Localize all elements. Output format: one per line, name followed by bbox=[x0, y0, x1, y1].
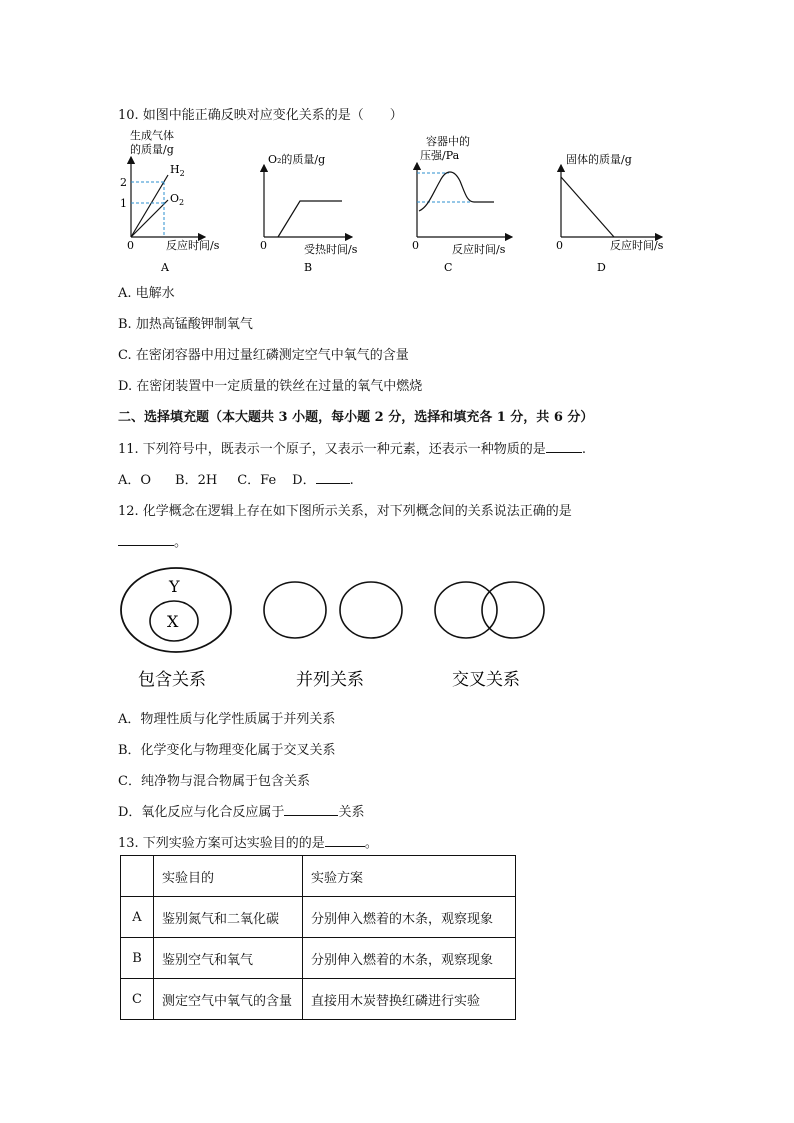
row-purpose: 鉴别氮气和二氧化碳 bbox=[154, 897, 303, 938]
graph-b-origin: 0 bbox=[260, 239, 267, 252]
header-cell-plan: 实验方案 bbox=[303, 856, 516, 897]
table-header-row bbox=[121, 856, 516, 897]
graph-c-ylabel-line2: 压强/Pa bbox=[420, 149, 460, 162]
q13-stem bbox=[118, 832, 378, 851]
parallel-circle-right bbox=[340, 582, 402, 638]
graph-d-origin: 0 bbox=[556, 239, 563, 252]
graph-a-h2-label: $H_2$ bbox=[170, 163, 185, 178]
q11-stem-text: 11. 下列符号中，既表示一个原子，又表示一种元素，还表示一种物质的是 bbox=[118, 442, 546, 457]
graph-c-caption: C bbox=[444, 261, 453, 274]
q11-options bbox=[118, 469, 354, 488]
q11-option-d-end: . bbox=[349, 473, 354, 488]
graph-c-curve bbox=[419, 172, 494, 211]
row-plan: 分别伸入燃着的木条，观察现象 bbox=[303, 897, 516, 938]
graph-c-ylabel-line1: 容器中的 bbox=[426, 135, 470, 148]
q10-option-b: B. 加热高锰酸钾制氧气 bbox=[118, 317, 253, 332]
graph-d-caption: D bbox=[597, 261, 606, 274]
graph-b-xlabel: 受热时间/s bbox=[304, 243, 358, 256]
q11-option-c: C．Fe bbox=[237, 473, 277, 488]
q12-stem-line2 bbox=[118, 531, 187, 550]
section-2-heading: 二、选择填充题（本大题共 3 小题，每小题 2 分，选择和填充各 1 分，共 6 分） bbox=[118, 410, 594, 425]
q10-option-c: C. 在密闭容器中用过量红磷测定空气中氧气的含量 bbox=[118, 348, 409, 363]
q13-stem-text: 13. 下列实验方案可达实验目的的是 bbox=[118, 836, 325, 851]
q12-option-d-blank[interactable] bbox=[284, 803, 338, 816]
q12-answer-blank[interactable] bbox=[118, 533, 174, 546]
row-index: A bbox=[121, 897, 154, 938]
header-cell-purpose: 实验目的 bbox=[154, 856, 303, 897]
q12-stem: 12. 化学概念在逻辑上存在如下图所示关系，对下列概念间的关系说法正确的是 bbox=[118, 504, 572, 519]
q11-option-d: D． bbox=[292, 473, 316, 488]
graph-d-ylabel: 固体的质量/g bbox=[566, 153, 632, 166]
q12-stem-end: 。 bbox=[174, 535, 188, 550]
q11-stem bbox=[118, 438, 586, 457]
q12-option-b: B．化学变化与物理变化属于交叉关系 bbox=[118, 743, 336, 758]
contain-label-y: Y bbox=[169, 577, 180, 596]
q11-option-d-blank[interactable] bbox=[316, 471, 350, 484]
q10-option-d: D. 在密闭装置中一定质量的铁丝在过量的氧气中燃烧 bbox=[118, 379, 423, 394]
table-row bbox=[121, 938, 516, 979]
q12-option-d bbox=[118, 801, 364, 820]
graph-a-ylabel-line2: 的质量/g bbox=[130, 143, 174, 156]
cross-circle-left bbox=[435, 582, 497, 638]
caption-contain: 包含关系 bbox=[138, 670, 206, 690]
q11-option-b: B．2H bbox=[175, 473, 218, 488]
graph-b-ylabel: O₂的质量/g bbox=[268, 153, 326, 166]
table-row bbox=[121, 979, 516, 1020]
graph-c-origin: 0 bbox=[412, 239, 419, 252]
q10-stem: 10. 如图中能正确反映对应变化关系的是（ ） bbox=[118, 108, 403, 123]
row-plan: 直接用木炭替换红磷进行实验 bbox=[303, 979, 516, 1020]
graph-a-xlabel: 反应时间/s bbox=[166, 239, 220, 252]
graph-a-caption: A bbox=[161, 261, 169, 274]
row-purpose: 测定空气中氧气的含量 bbox=[154, 979, 303, 1020]
row-purpose: 鉴别空气和氧气 bbox=[154, 938, 303, 979]
q10-option-a: A. 电解水 bbox=[118, 286, 175, 301]
q13-answer-blank[interactable] bbox=[325, 834, 365, 847]
graph-d bbox=[556, 152, 664, 274]
q13-stem-end: 。 bbox=[364, 836, 378, 851]
graph-c-xlabel: 反应时间/s bbox=[452, 243, 506, 256]
graph-d-xlabel: 反应时间/s bbox=[610, 239, 664, 252]
q10-graphs bbox=[0, 125, 794, 285]
graph-d-line bbox=[561, 177, 614, 237]
graph-b bbox=[260, 152, 358, 274]
q12-venn-diagrams bbox=[0, 560, 794, 700]
graph-a-tick-2: 2 bbox=[120, 176, 127, 189]
q12-option-a: A．物理性质与化学性质属于并列关系 bbox=[118, 712, 336, 727]
graph-a-origin: 0 bbox=[127, 239, 134, 252]
q11-stem-end: . bbox=[581, 442, 586, 457]
contain-label-x: X bbox=[167, 612, 179, 631]
header-cell-index bbox=[121, 856, 154, 897]
row-index: B bbox=[121, 938, 154, 979]
parallel-circle-left bbox=[264, 582, 326, 638]
graph-a-ylabel-line1: 生成气体 bbox=[130, 129, 174, 142]
q11-option-a: A．O bbox=[118, 473, 152, 488]
graph-b-caption: B bbox=[304, 261, 313, 274]
q12-option-c: C．纯净物与混合物属于包含关系 bbox=[118, 774, 310, 789]
q12-option-d-text: D．氧化反应与化合反应属于 bbox=[118, 805, 285, 820]
caption-cross: 交叉关系 bbox=[452, 670, 520, 690]
graph-b-curve bbox=[278, 201, 342, 237]
q12-option-d-end: 关系 bbox=[338, 805, 365, 820]
row-plan: 分别伸入燃着的木条，观察现象 bbox=[303, 938, 516, 979]
cross-circle-right bbox=[482, 582, 544, 638]
graph-a bbox=[120, 128, 220, 274]
row-index: C bbox=[121, 979, 154, 1020]
q13-table bbox=[120, 855, 516, 1020]
q11-answer-blank[interactable] bbox=[546, 440, 582, 453]
caption-parallel: 并列关系 bbox=[296, 670, 364, 690]
graph-a-tick-1: 1 bbox=[120, 197, 127, 210]
table-row bbox=[121, 897, 516, 938]
graph-a-o2-label: $O_2$ bbox=[170, 192, 185, 207]
graph-c bbox=[412, 134, 512, 274]
